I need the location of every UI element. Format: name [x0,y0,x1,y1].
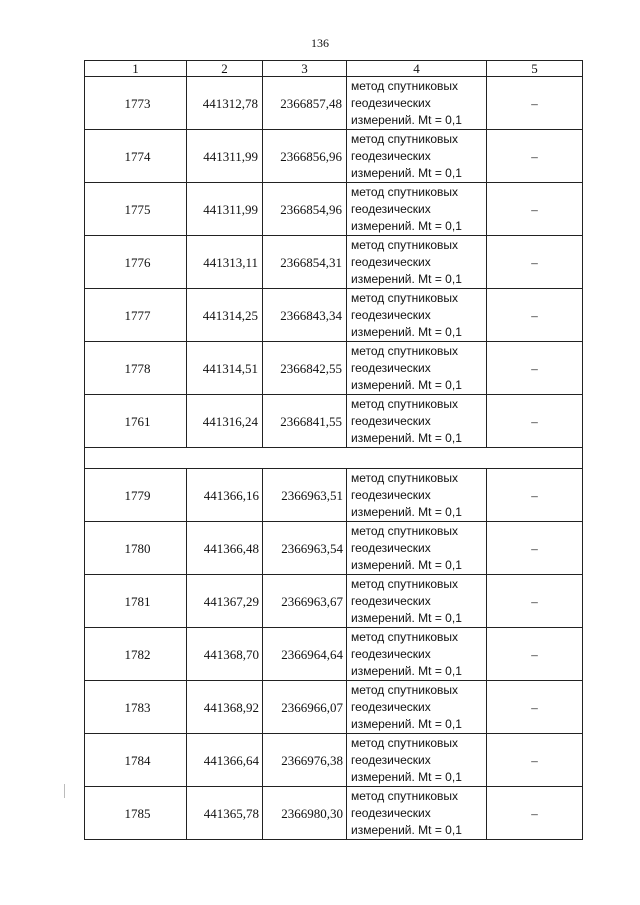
x-coordinate-cell: 441311,99 [187,183,263,236]
method-line: измерений. Mt = 0,1 [351,769,462,784]
method-line: измерений. Mt = 0,1 [351,165,462,180]
method-cell [347,734,487,787]
note-cell: – [487,734,583,787]
table-row [85,183,583,236]
x-coordinate-cell: 441366,64 [187,734,263,787]
method-cell [347,342,487,395]
point-number-cell: 1776 [85,236,187,289]
method-line: измерений. Mt = 0,1 [351,610,462,625]
header-cell-5: 5 [487,61,583,77]
method-line: метод спутниковых [351,470,459,485]
method-line: измерений. Mt = 0,1 [351,504,462,519]
point-number-cell: 1778 [85,342,187,395]
note-cell: – [487,289,583,342]
method-line: измерений. Mt = 0,1 [351,271,462,286]
method-cell [347,395,487,448]
point-number-cell: 1782 [85,628,187,681]
table-row [85,289,583,342]
x-coordinate-cell: 441311,99 [187,130,263,183]
method-cell [347,289,487,342]
method-line: измерений. Mt = 0,1 [351,663,462,678]
method-line: геодезических [351,593,431,608]
table-body [85,61,583,840]
x-coordinate-cell: 441312,78 [187,77,263,130]
table-row [85,395,583,448]
table-row [85,575,583,628]
table-row [85,130,583,183]
y-coordinate-cell: 2366963,51 [263,469,347,522]
table-row [85,628,583,681]
method-cell [347,183,487,236]
method-line: измерений. Mt = 0,1 [351,324,462,339]
method-line: геодезических [351,646,431,661]
method-line: геодезических [351,201,431,216]
method-line: геодезических [351,254,431,269]
x-coordinate-cell: 441367,29 [187,575,263,628]
method-cell [347,628,487,681]
table-row [85,236,583,289]
table-row [85,469,583,522]
method-line: измерений. Mt = 0,1 [351,430,462,445]
method-cell [347,575,487,628]
y-coordinate-cell: 2366854,31 [263,236,347,289]
header-cell-4: 4 [347,61,487,77]
method-line: измерений. Mt = 0,1 [351,377,462,392]
x-coordinate-cell: 441314,25 [187,289,263,342]
method-line: геодезических [351,805,431,820]
note-cell: – [487,342,583,395]
y-coordinate-cell: 2366976,38 [263,734,347,787]
method-line: геодезических [351,413,431,428]
y-coordinate-cell: 2366843,34 [263,289,347,342]
table-row [85,77,583,130]
point-number-cell: 1783 [85,681,187,734]
y-coordinate-cell: 2366980,30 [263,787,347,840]
point-number-cell: 1779 [85,469,187,522]
method-line: измерений. Mt = 0,1 [351,112,462,127]
method-cell [347,787,487,840]
method-cell [347,469,487,522]
note-cell: – [487,681,583,734]
method-line: геодезических [351,95,431,110]
x-coordinate-cell: 441366,16 [187,469,263,522]
method-line: метод спутниковых [351,290,459,305]
point-number-cell: 1780 [85,522,187,575]
note-cell: – [487,77,583,130]
method-line: метод спутниковых [351,682,459,697]
method-line: метод спутниковых [351,237,459,252]
method-line: измерений. Mt = 0,1 [351,557,462,572]
method-line: метод спутниковых [351,788,459,803]
note-cell: – [487,130,583,183]
table-row [85,734,583,787]
method-line: метод спутниковых [351,576,459,591]
group-separator-row [85,448,583,469]
method-line: геодезических [351,540,431,555]
header-cell-1: 1 [85,61,187,77]
table-row [85,342,583,395]
y-coordinate-cell: 2366964,64 [263,628,347,681]
method-line: геодезических [351,487,431,502]
method-line: геодезических [351,360,431,375]
method-line: измерений. Mt = 0,1 [351,822,462,837]
note-cell: – [487,628,583,681]
point-number-cell: 1777 [85,289,187,342]
group-separator-cell [85,448,583,469]
method-line: метод спутниковых [351,523,459,538]
page-number: 136 [311,36,329,50]
header-row [85,61,583,77]
point-number-cell: 1784 [85,734,187,787]
method-line: метод спутниковых [351,131,459,146]
method-line: метод спутниковых [351,78,459,93]
y-coordinate-cell: 2366966,07 [263,681,347,734]
method-cell [347,236,487,289]
method-cell [347,77,487,130]
method-line: геодезических [351,752,431,767]
note-cell: – [487,236,583,289]
coordinates-table [84,60,583,840]
table-row [85,787,583,840]
y-coordinate-cell: 2366857,48 [263,77,347,130]
method-cell [347,681,487,734]
method-line: измерений. Mt = 0,1 [351,218,462,233]
y-coordinate-cell: 2366841,55 [263,395,347,448]
y-coordinate-cell: 2366963,67 [263,575,347,628]
method-line: измерений. Mt = 0,1 [351,716,462,731]
header-cell-3: 3 [263,61,347,77]
method-cell [347,522,487,575]
point-number-cell: 1785 [85,787,187,840]
method-cell [347,130,487,183]
note-cell: – [487,395,583,448]
point-number-cell: 1781 [85,575,187,628]
table-row [85,522,583,575]
x-coordinate-cell: 441365,78 [187,787,263,840]
note-cell: – [487,469,583,522]
margin-mark [64,784,65,798]
method-line: геодезических [351,699,431,714]
x-coordinate-cell: 441316,24 [187,395,263,448]
y-coordinate-cell: 2366854,96 [263,183,347,236]
method-line: метод спутниковых [351,343,459,358]
point-number-cell: 1775 [85,183,187,236]
method-line: метод спутниковых [351,735,459,750]
x-coordinate-cell: 441368,92 [187,681,263,734]
point-number-cell: 1761 [85,395,187,448]
y-coordinate-cell: 2366963,54 [263,522,347,575]
note-cell: – [487,575,583,628]
point-number-cell: 1774 [85,130,187,183]
table-row [85,681,583,734]
method-line: метод спутниковых [351,629,459,644]
note-cell: – [487,787,583,840]
header-cell-2: 2 [187,61,263,77]
note-cell: – [487,522,583,575]
note-cell: – [487,183,583,236]
point-number-cell: 1773 [85,77,187,130]
method-line: геодезических [351,148,431,163]
x-coordinate-cell: 441368,70 [187,628,263,681]
method-line: метод спутниковых [351,184,459,199]
x-coordinate-cell: 441314,51 [187,342,263,395]
x-coordinate-cell: 441313,11 [187,236,263,289]
y-coordinate-cell: 2366856,96 [263,130,347,183]
method-line: метод спутниковых [351,396,459,411]
x-coordinate-cell: 441366,48 [187,522,263,575]
y-coordinate-cell: 2366842,55 [263,342,347,395]
method-line: геодезических [351,307,431,322]
